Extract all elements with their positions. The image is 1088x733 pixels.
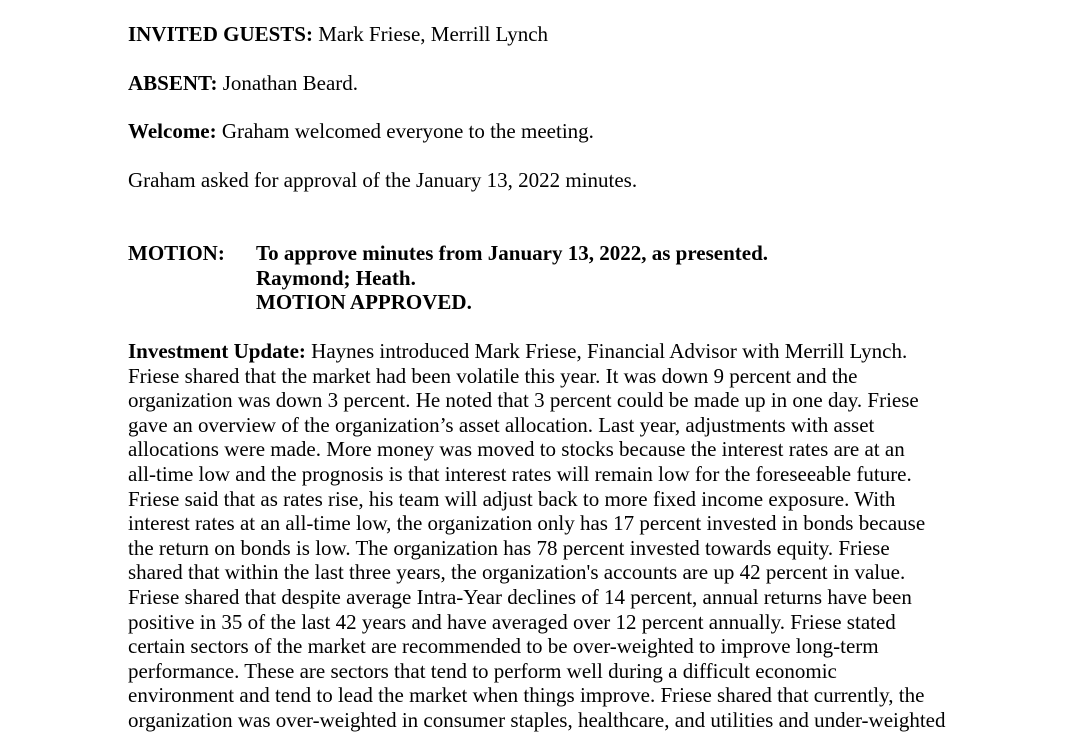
invited-guests-label: INVITED GUESTS: — [128, 22, 313, 46]
investment-update-label: Investment Update: — [128, 339, 306, 363]
welcome-paragraph — [128, 119, 594, 144]
investment-line: positive in 35 of the last 42 years and have averaged over 12 percent annually. Friese stated — [128, 609, 896, 634]
absent-text: Jonathan Beard. — [217, 71, 359, 95]
investment-line: certain sectors of the market are recommended to be over-weighted to improve long-term — [128, 634, 879, 659]
investment-line: environment and tend to lead the market when things improve. Friese shared that currently, the — [128, 683, 925, 708]
investment-line: interest rates at an all-time low, the organization only has 17 percent invested in bonds because — [128, 511, 926, 536]
motion-text-line: MOTION APPROVED. — [256, 290, 472, 315]
invited-guests-paragraph — [128, 22, 548, 47]
investment-line: organization was over-weighted in consumer staples, healthcare, and utilities and under-weighted — [128, 707, 946, 732]
motion-label: MOTION: — [128, 241, 225, 265]
investment-line: shared that within the last three years, the organization's accounts are up 42 percent in value. — [128, 560, 906, 585]
absent-label: ABSENT: — [128, 71, 218, 95]
motion-text-line: Raymond; Heath. — [256, 265, 416, 290]
investment-line: Friese shared that despite average Intra-Year declines of 14 percent, annual returns have been — [128, 584, 912, 609]
motion-lines — [256, 241, 768, 315]
approval-request-paragraph: Graham asked for approval of the January 13, 2022 minutes. — [128, 168, 638, 192]
investment-line: all-time low and the prognosis is that interest rates will remain low for the foreseeable future. — [128, 461, 912, 486]
investment-update-paragraph — [128, 339, 968, 733]
investment-line: gave an overview of the organization’s asset allocation. Last year, adjustments with asset — [128, 412, 875, 437]
investment-line: the return on bonds is low. The organization has 78 percent invested towards equity. Friese — [128, 535, 890, 560]
motion-text-line: To approve minutes from January 13, 2022, as presented. — [256, 241, 769, 265]
investment-line: performance. These are sectors that tend to perform well during a difficult economic — [128, 658, 837, 683]
investment-line: organization was down 3 percent. He noted that 3 percent could be made up in one day. Friese — [128, 388, 919, 413]
invited-guests-text: Mark Friese, Merrill Lynch — [312, 22, 549, 46]
investment-text: Haynes introduced Mark Friese, Financial Advisor with Merrill Lynch. — [305, 339, 908, 363]
investment-line — [128, 339, 968, 364]
absent-paragraph — [128, 71, 358, 96]
welcome-text: Graham welcomed everyone to the meeting. — [216, 119, 594, 143]
investment-line: Friese said that as rates rise, his team will adjust back to more fixed income exposure. With — [128, 486, 896, 511]
welcome-label: Welcome: — [128, 119, 217, 143]
investment-line: Friese shared that the market had been volatile this year. It was down 9 percent and the — [128, 363, 858, 388]
investment-line: allocations were made. More money was moved to stocks because the interest rates are at an — [128, 437, 905, 462]
